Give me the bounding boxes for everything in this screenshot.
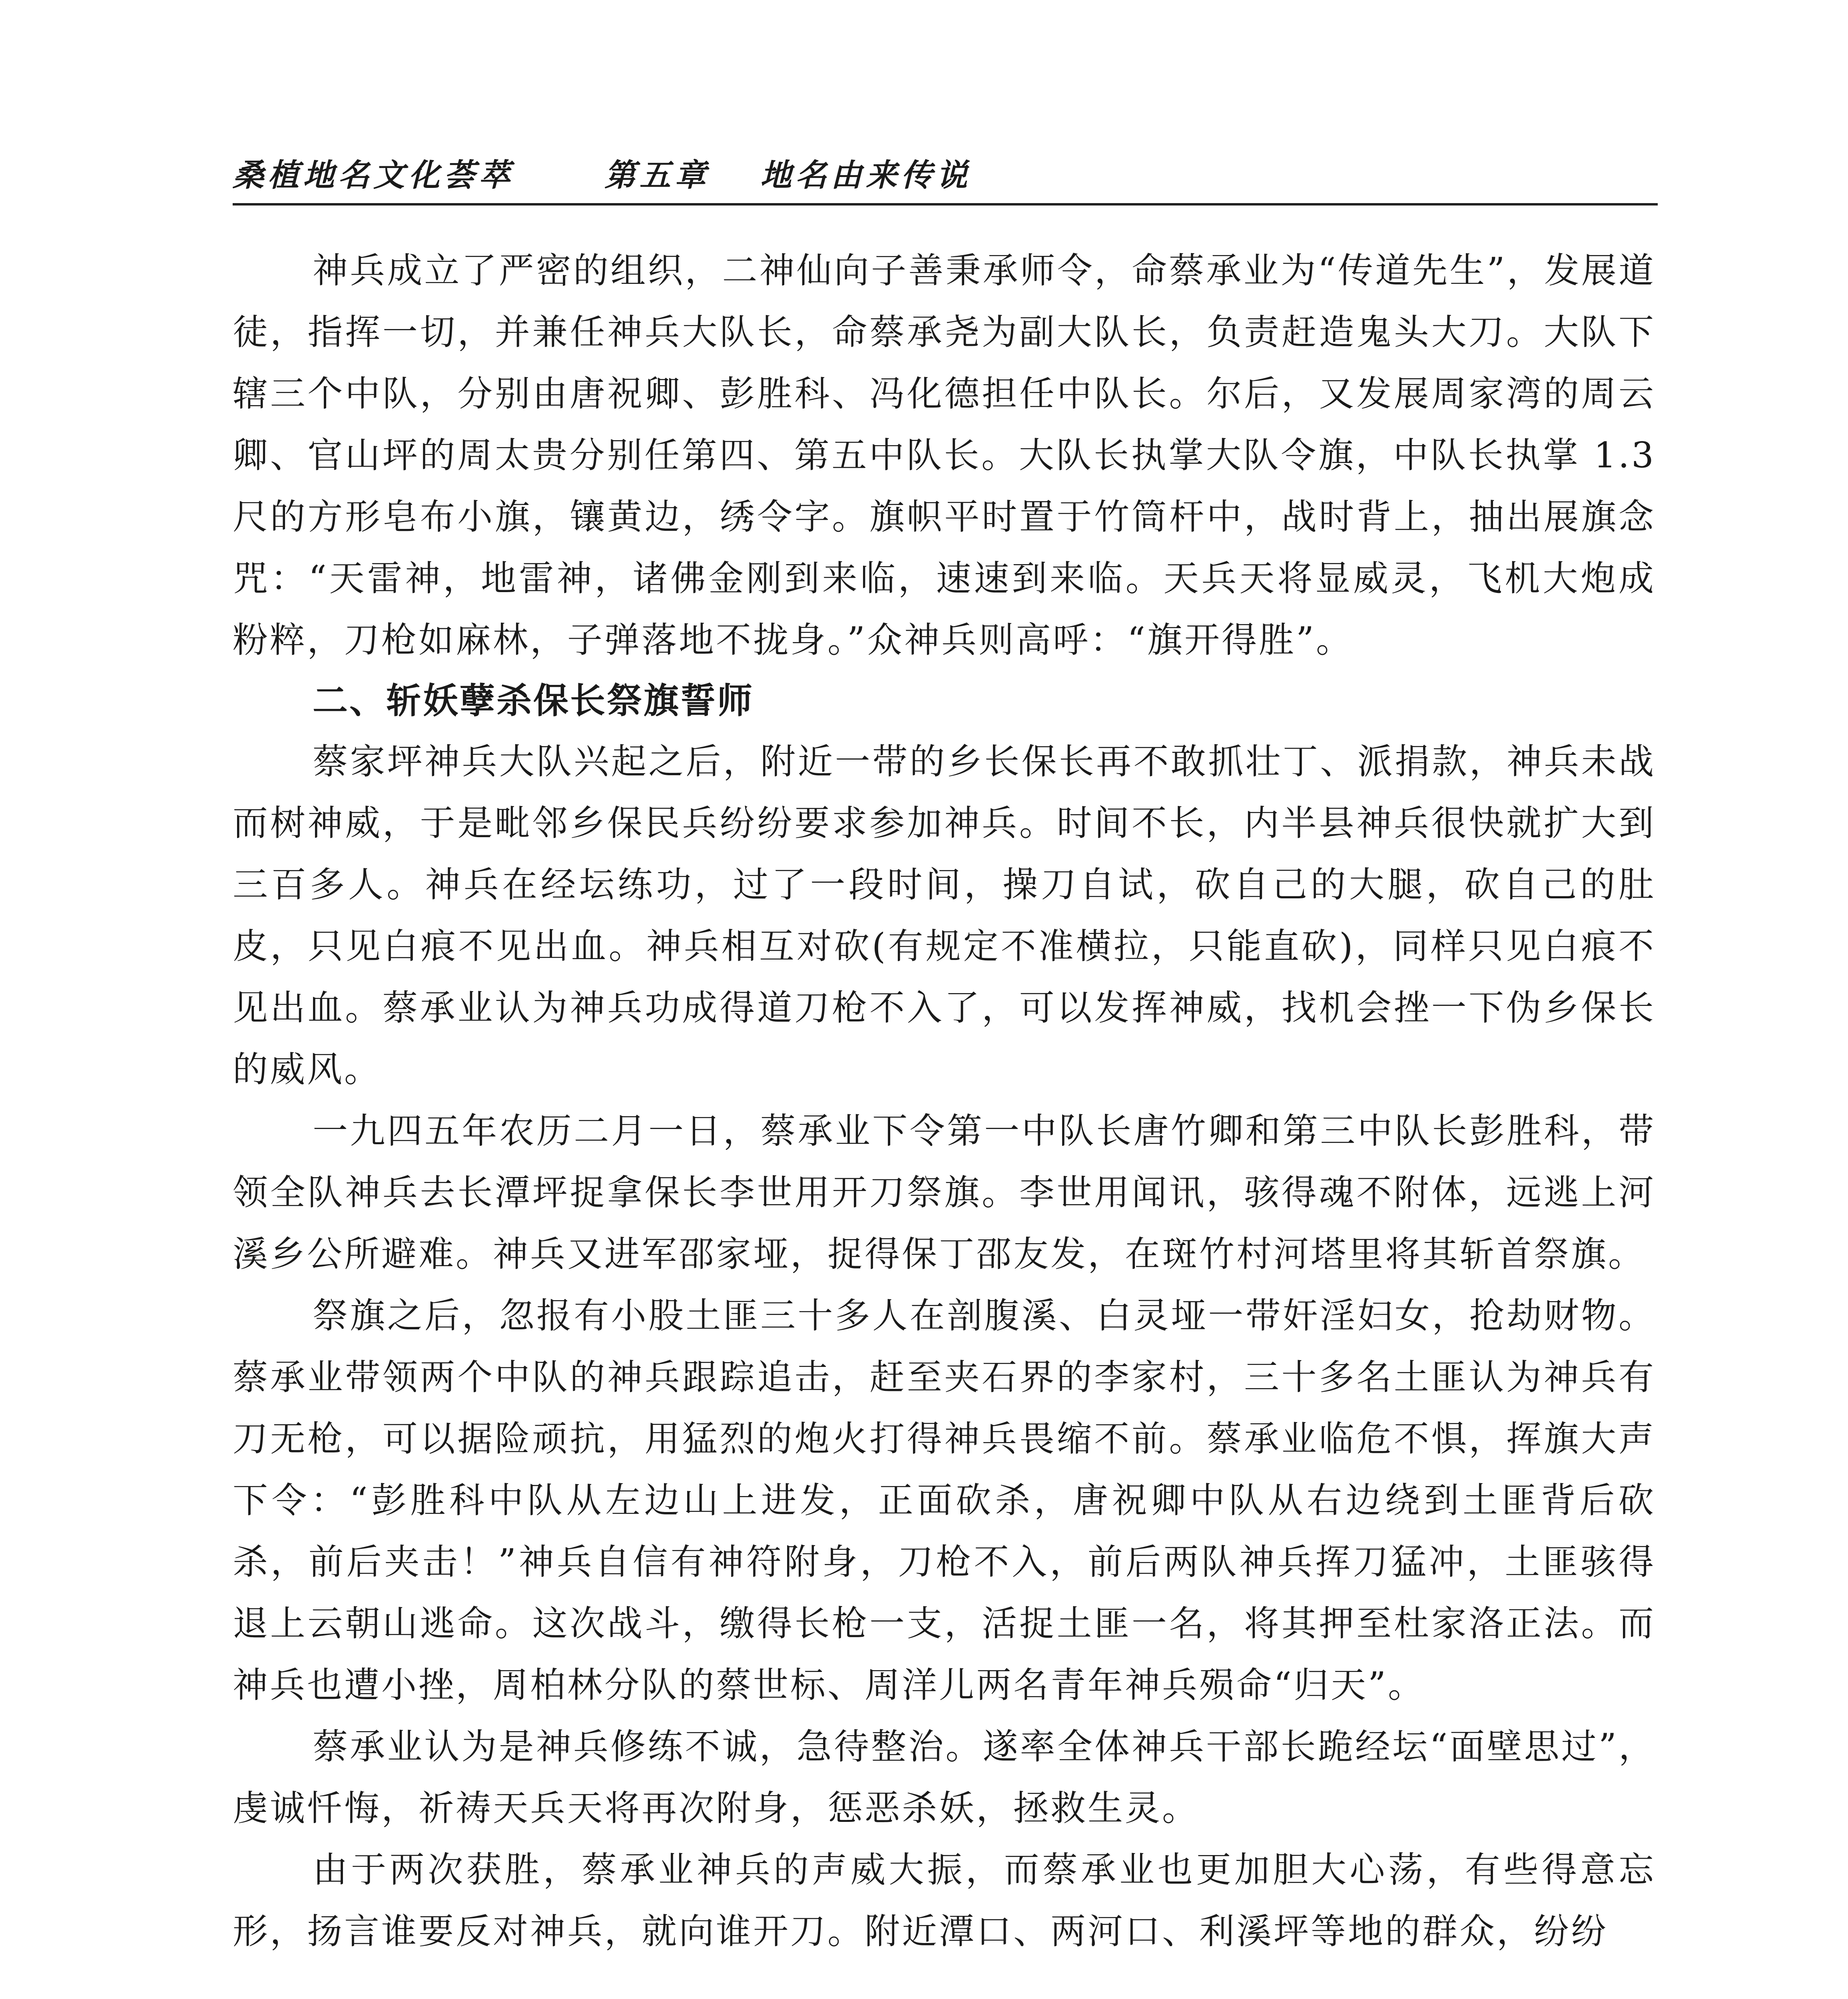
header-book-title: 桑植地名文化荟萃 xyxy=(233,157,514,194)
paragraph: 祭旗之后，忽报有小股土匪三十多人在剖腹溪、白灵垭一带奸淫妇女，抢劫财物。蔡承业带领两个中队的神兵跟踪追击，赶至夹石界的李家村，三十多名土匪认为神兵有刀无枪，可以据险顽抗，用猛烈的炮火打得神兵畏缩不前。蔡承业临危不惧，挥旗大声下令：“彭胜科中队从左边山上进发，正面砍杀，唐祝卿中队从右边绕到土匪背后砍杀，前后夹击！”神兵自信有神符附身，刀枪不入，前后两队神兵挥刀猛冲，土匪骇得退上云朝山逃命。这次战斗，缴得长枪一支，活捉土匪一名，将其押至杜家洛正法。而神兵也遭小挫，周柏林分队的蔡世标、周洋儿两名青年神兵殒命“归天”。 xyxy=(233,1295,1656,1706)
section-heading: 二、斩妖孽杀保长祭旗誓师 xyxy=(313,680,754,721)
running-header xyxy=(233,150,1656,210)
header-section-title: 地名由来传说 xyxy=(760,157,972,194)
paragraph: 一九四五年农历二月一日，蔡承业下令第一中队长唐竹卿和第三中队长彭胜科，带领全队神兵去长潭坪捉拿保长李世用开刀祭旗。李世用闻讯，骇得魂不附体，远逃上河溪乡公所避难。神兵又进军邵家垭，捉得保丁邵友发，在斑竹村河塔里将其斩首祭旗。 xyxy=(233,1110,1656,1275)
paragraph: 蔡家坪神兵大队兴起之后，附近一带的乡长保长再不敢抓壮丁、派捐款，神兵未战而树神威，于是毗邻乡保民兵纷纷要求参加神兵。时间不长，内半县神兵很快就扩大到三百多人。神兵在经坛练功，过了一段时间，操刀自试，砍自己的大腿，砍自己的肚皮，只见白痕不见出血。神兵相互对砍(有规定不准横拉，只能直砍)，同样只见白痕不见出血。蔡承业认为神兵功成得道刀枪不入了，可以发挥神威，找机会挫一下伪乡保长的威风。 xyxy=(233,741,1656,1090)
header-divider xyxy=(233,203,1658,205)
header-chapter: 第五章 xyxy=(604,157,710,194)
paragraph: 由于两次获胜，蔡承业神兵的声威大振，而蔡承业也更加胆大心荡，有些得意忘形，扬言谁要反对神兵，就向谁开刀。附近潭口、两河口、利溪坪等地的群众，纷纷 xyxy=(233,1849,1656,1952)
main-text xyxy=(233,240,1656,1962)
paragraph: 神兵成立了严密的组织，二神仙向子善秉承师令，命蔡承业为“传道先生”，发展道徒，指挥一切，并兼任神兵大队长，命蔡承尧为副大队长，负责赶造鬼头大刀。大队下辖三个中队，分别由唐祝卿、彭胜科、冯化德担任中队长。尔后，又发展周家湾的周云卿、官山坪的周太贵分别任第四、第五中队长。大队长执掌大队令旗，中队长执掌 1.3 尺的方形皂布小旗，镶黄边，绣令字。旗帜平时置于竹筒杆中，战时背上，抽出展旗念咒：“天雷神，地雷神，诸佛金刚到来临，速速到来临。天兵天将显威灵，飞机大炮成粉粹，刀枪如麻林，子弹落地不拢身。”众神兵则高呼：“旗开得胜”。 xyxy=(233,250,1656,660)
paragraph: 蔡承业认为是神兵修练不诚，急待整治。遂率全体神兵干部长跪经坛“面壁思过”，虔诚忏悔，祈祷天兵天将再次附身，惩恶杀妖，拯救生灵。 xyxy=(233,1726,1656,1829)
